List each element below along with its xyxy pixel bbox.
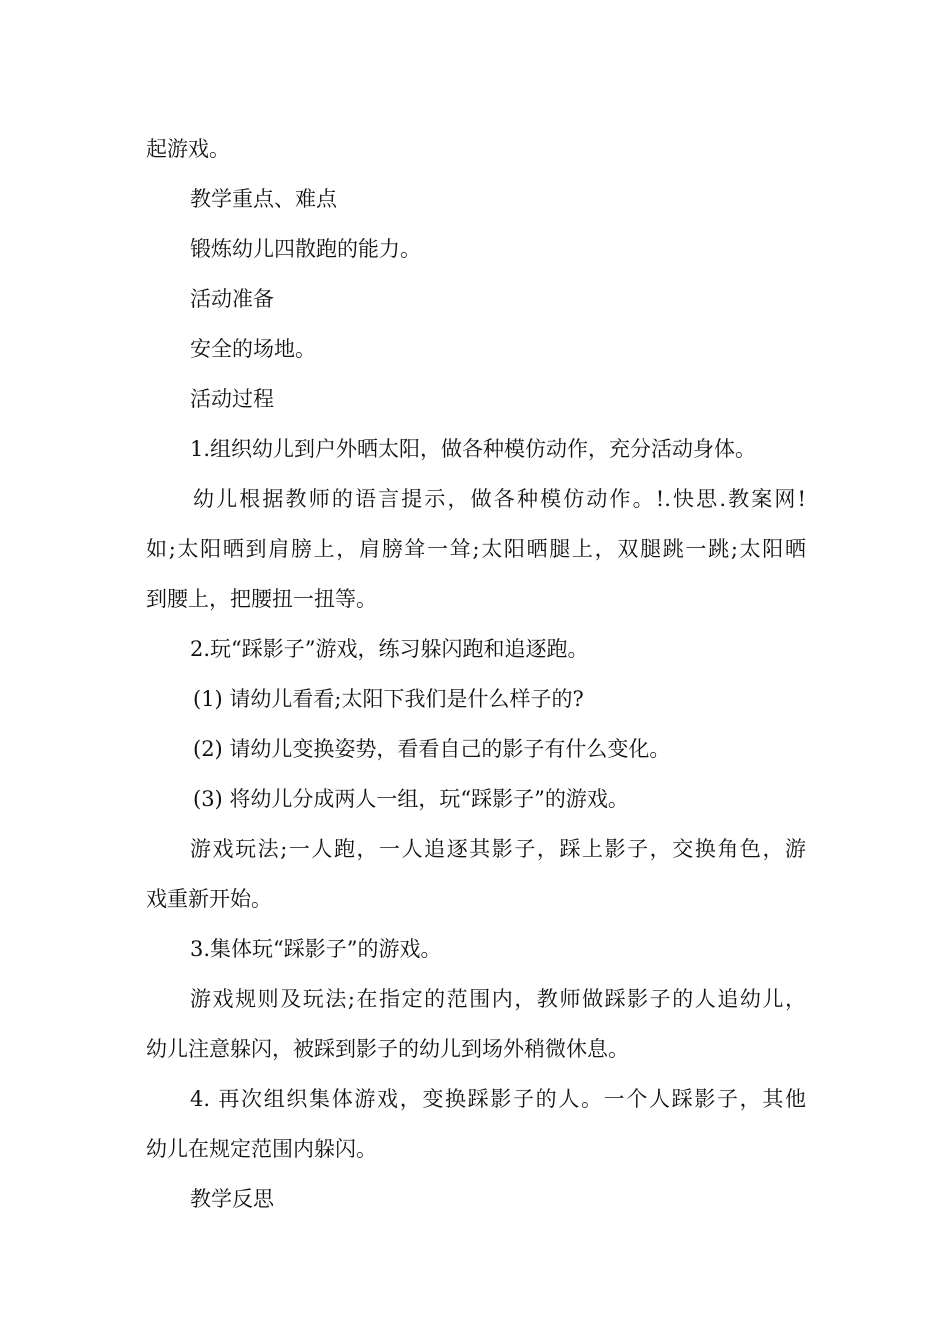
text-line: 安全的场地。 [190,337,316,361]
text-line: (2) 请幼儿变换姿势，看看自己的影子有什么变化。 [193,737,671,761]
text-line: 游戏玩法;一人跑，一人追逐其影子，踩上影子，交换角色，游 [190,837,806,861]
section-heading: 活动过程 [190,387,274,411]
text-line: 幼儿注意躲闪，被踩到影子的幼儿到场外稍微休息。 [146,1037,629,1061]
section-heading: 教学重点、难点 [190,187,337,211]
text-line: 如;太阳晒到肩膀上，肩膀耸一耸;太阳晒腿上，双腿跳一跳;太阳晒 [146,537,806,561]
text-line: 2.玩“踩影子”游戏，练习躲闪跑和追逐跑。 [190,637,589,661]
section-heading: 教学反思 [190,1187,274,1211]
text-line: 游戏规则及玩法;在指定的范围内，教师做踩影子的人追幼儿， [190,987,806,1011]
text-line: 3.集体玩“踩影子”的游戏。 [190,937,442,961]
text-line: 幼儿在规定范围内躲闪。 [146,1137,377,1161]
text-line: (3) 将幼儿分成两人一组，玩“踩影子”的游戏。 [193,787,629,811]
text-line: 4. 再次组织集体游戏，变换踩影子的人。一个人踩影子，其他 [190,1087,806,1111]
text-line: 到腰上，把腰扭一扭等。 [146,587,377,611]
text-line: 起游戏。 [146,137,230,161]
text-line: 幼儿根据教师的语言提示，做各种模仿动作。!.快思.教案网! [193,487,806,511]
section-heading: 活动准备 [190,287,274,311]
text-line: 1.组织幼儿到户外晒太阳，做各种模仿动作，充分活动身体。 [190,437,757,461]
text-line: 锻炼幼儿四散跑的能力。 [190,237,421,261]
text-line: (1) 请幼儿看看;太阳下我们是什么样子的? [193,687,584,711]
text-line: 戏重新开始。 [146,887,272,911]
